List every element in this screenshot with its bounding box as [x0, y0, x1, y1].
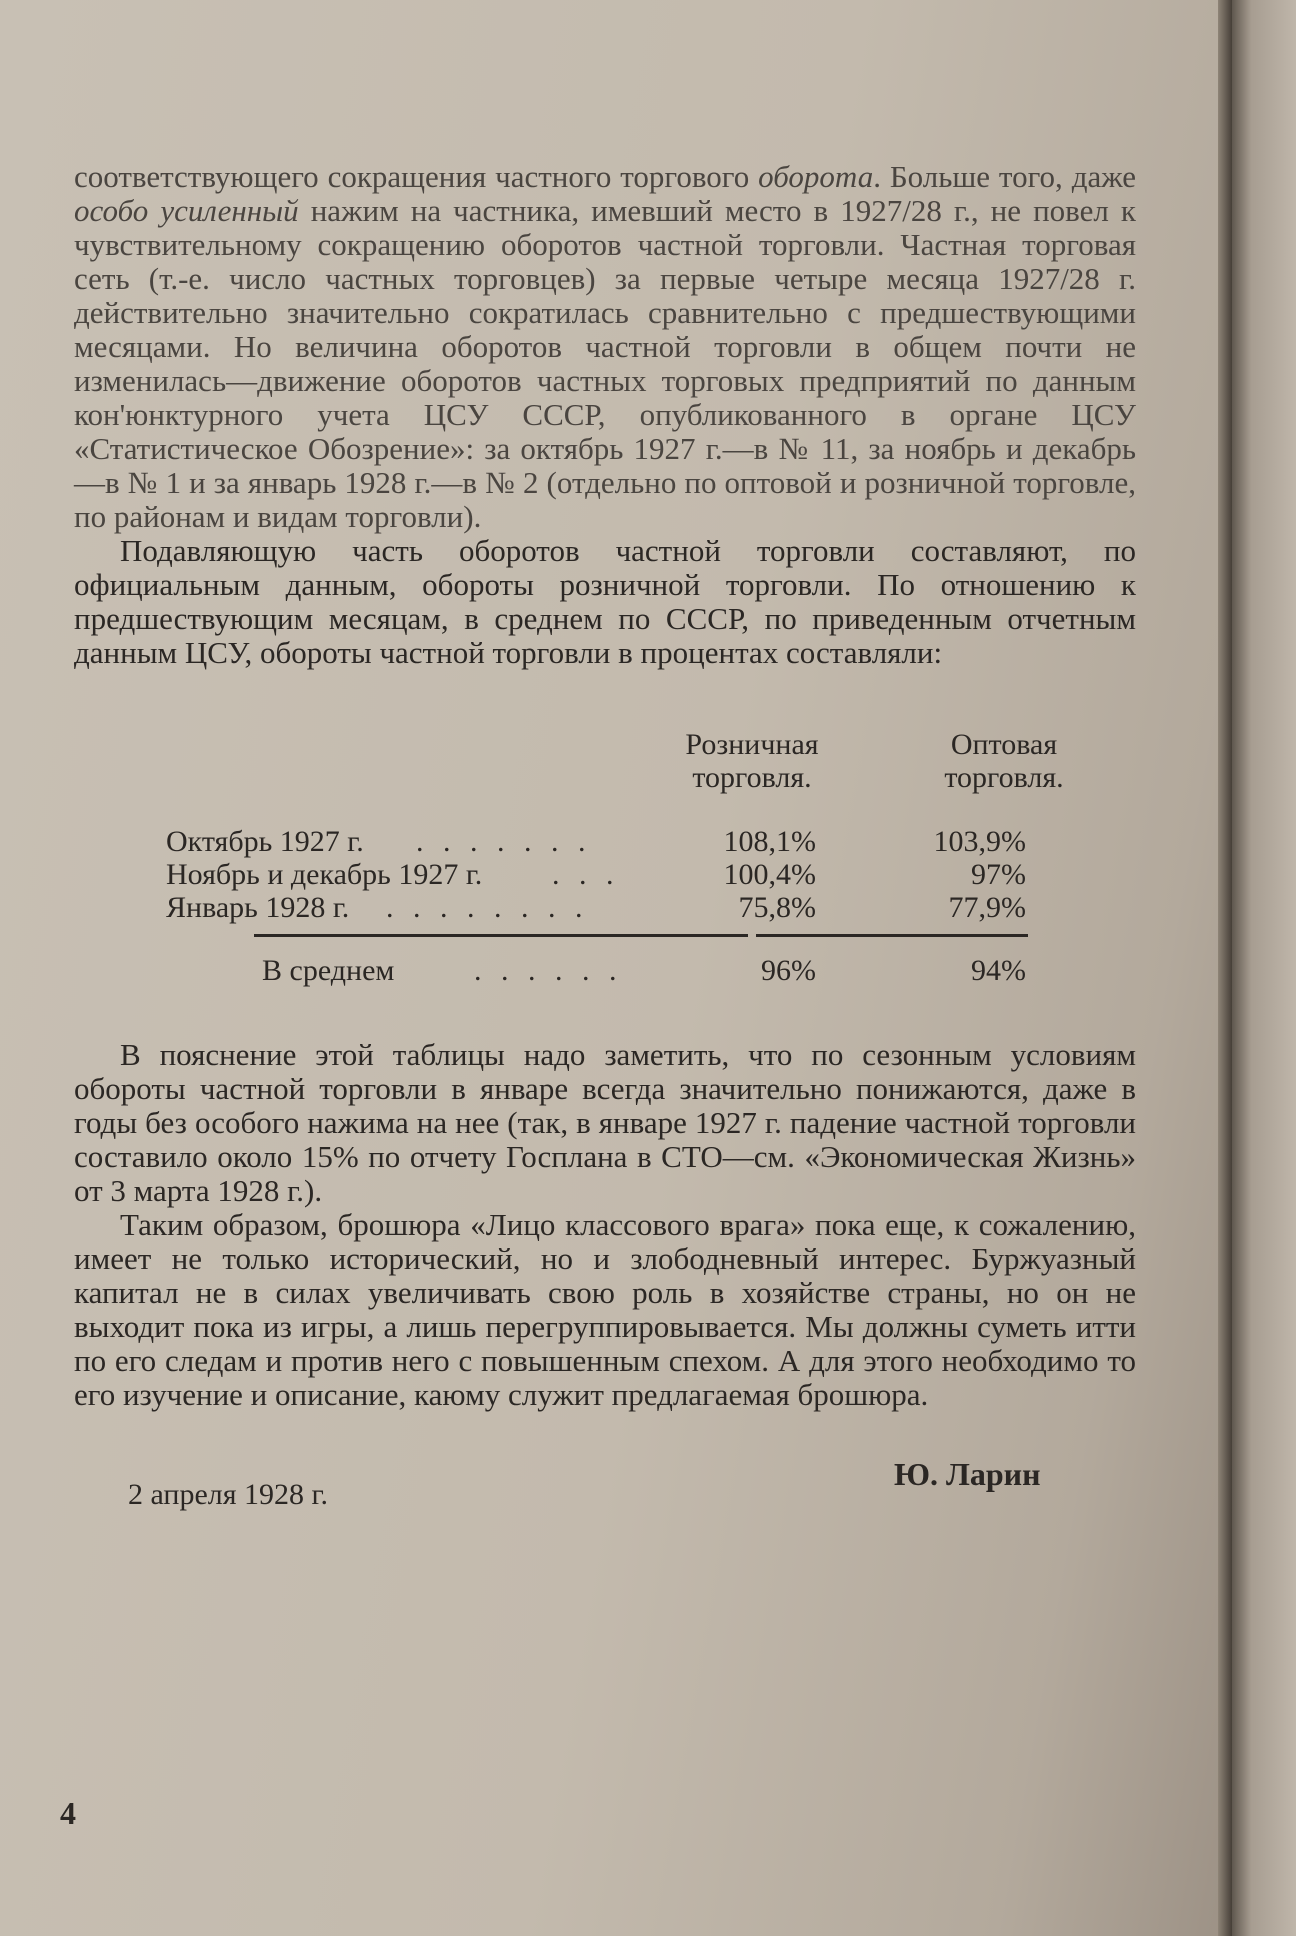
wholesale-column-header: [904, 728, 1104, 794]
total-wholesale-value: 94%: [971, 954, 1026, 987]
wholesale-value: 97%: [971, 858, 1026, 891]
retail-value: 100,4%: [723, 858, 816, 891]
body-text: [74, 160, 1136, 670]
retail-header-line-1: Розничная: [685, 728, 819, 761]
retail-value: 108,1%: [723, 825, 816, 858]
table-row: [166, 891, 1046, 924]
table-total-row: [166, 954, 1046, 987]
body-text-continued: [74, 1038, 1136, 1412]
retail-value: 75,8%: [738, 891, 816, 924]
leader-dots: . . . . . . . .: [386, 891, 589, 924]
wholesale-value: 103,9%: [933, 825, 1026, 858]
leader-dots: . . . . . .: [474, 954, 623, 987]
wholesale-header-line-2: торговля.: [944, 761, 1064, 794]
row-label: Ноябрь и декабрь 1927 г.: [166, 858, 483, 891]
leader-dots: . . .: [552, 858, 620, 891]
paragraph-1-italic-a: оборота: [758, 159, 874, 194]
paragraph-3: В пояснение этой таблицы надо заметить, что по сезонным условиям обороты частной торговли в январе всегда значительно понижаются, даже в годы без особого нажима на нее (так, в январе 1927 г. падение частной торговли составило около 15% по отчету Госплана в СТО—см. «Экономическая Жизнь» от 3 марта 1928 г.).: [74, 1037, 1136, 1208]
retail-column-header: [652, 728, 852, 794]
row-label: Январь 1928 г.: [166, 891, 350, 924]
paragraph-1-text-c: нажим на частника, имевший место в 1927/28 г., не повел к чувствительному сокращению оборотов частной торговли. Частная торговая сеть (т.-е. число частных торговцев) за первые четыре месяца 1927/28 г. действительно значительно сократилась сравнительно с предшествующими месяцами. Но величина оборотов частной торговли в общем почти не изменилась—движение оборотов частных торговых предприятий по данным кон'юнктурного учета ЦСУ СССР, опубликованного в органе ЦСУ «Статистическое Обозрение»: за октябрь 1927 г.—в № 11, за ноябрь и декабрь—в № 1 и за январь 1928 г.—в № 2 (отдельно по оптовой и розничной торговле, по районам и видам торговли).: [74, 193, 1136, 534]
paragraph-1-text-a: соответствующего сокращения частного торгового: [74, 159, 759, 194]
total-retail-value: 96%: [761, 954, 816, 987]
paragraph-1-text-b: . Больше того, даже: [873, 159, 1136, 194]
page-number: 4: [60, 1795, 76, 1831]
paragraph-1-italic-b: особо усиленный: [74, 193, 299, 228]
facing-page-edge: [1232, 0, 1296, 1936]
total-label: В среднем: [262, 954, 395, 987]
author-signature: Ю. Ларин: [894, 1456, 1041, 1492]
paragraph-2: Подавляющую часть оборотов частной торговли составляют, по официальным данным, обороты розничной торговли. По отношению к предшествующим месяцам, в среднем по СССР, по приведенным отчетным данным ЦСУ, обороты частной торговли в процентах составляли:: [74, 533, 1136, 670]
book-gutter: [1218, 0, 1232, 1936]
table-row: [166, 825, 1046, 858]
table-row: [166, 858, 1046, 891]
wholesale-header-line-1: Оптовая: [950, 728, 1058, 761]
wholesale-value: 77,9%: [948, 891, 1026, 924]
leader-dots: . . . . . . .: [416, 825, 592, 858]
retail-header-line-2: торговля.: [692, 761, 812, 794]
paragraph-4: Таким образом, брошюра «Лицо классового врага» пока еще, к сожалению, имеет не только исторический, но и злободневный интерес. Буржуазный капитал не в силах увеличивать свою роль в хозяйстве страны, но он не выходит пока из игры, а лишь перегруппировывается. Мы должны суметь итти по его следам и против него с повышенным спехом. А для этого необходимо то его изучение и описание, каюму служит предлагаемая брошюра.: [74, 1207, 1136, 1412]
paragraph-1: [74, 160, 1136, 534]
table-rule-right: [756, 934, 1028, 937]
date-line: 2 апреля 1928 г.: [128, 1478, 328, 1511]
table-rule-left: [254, 934, 748, 937]
row-label: Октябрь 1927 г.: [166, 825, 364, 858]
